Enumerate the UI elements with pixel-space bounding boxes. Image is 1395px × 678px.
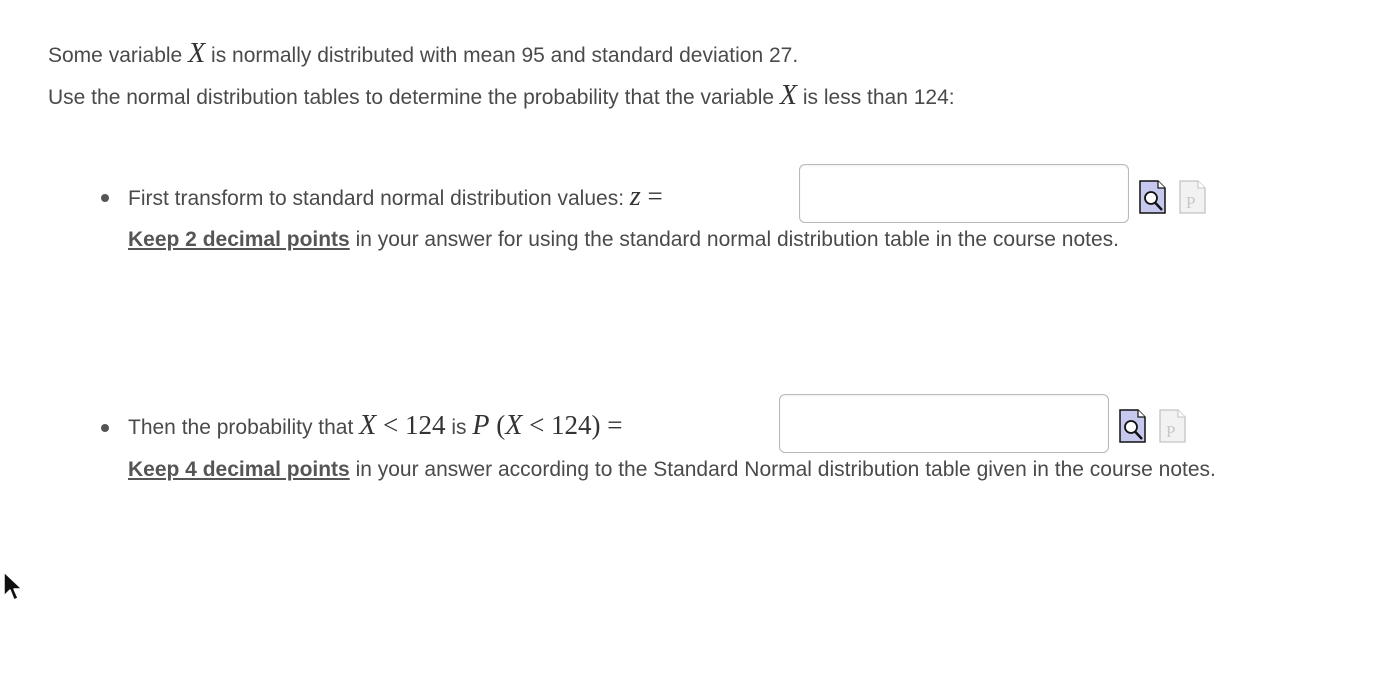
previous-answer-icon[interactable] [1179, 180, 1206, 214]
equals-sign: = [640, 181, 663, 211]
bullet [101, 194, 109, 202]
problem-statement-line-2 [48, 82, 955, 110]
var-x: X [188, 38, 206, 69]
problem-statement-line-1 [48, 40, 798, 68]
bullet [101, 424, 109, 432]
keep-4-decimal-note: Keep 4 decimal points [128, 458, 350, 481]
preview-magnifier-icon[interactable] [1139, 180, 1166, 214]
var-x: X [505, 410, 523, 441]
var-x: X [779, 80, 798, 111]
preview-magnifier-icon[interactable] [1119, 409, 1146, 443]
probability-answer-input[interactable] [779, 394, 1109, 453]
svg-text:P: P [1166, 422, 1176, 441]
prob-inequality: < 124) = [522, 410, 623, 440]
z-answer-input[interactable] [799, 164, 1129, 223]
question-1-note [128, 226, 1119, 254]
keep-2-decimal-note: Keep 2 decimal points [128, 228, 350, 251]
var-x: X [359, 410, 377, 441]
condition-inequality: < 124 [376, 410, 446, 440]
paren-open: ( [489, 410, 506, 440]
question-2-note [128, 456, 1216, 484]
svg-text:P: P [1186, 193, 1196, 212]
var-z: z [629, 181, 641, 212]
previous-answer-icon[interactable] [1159, 409, 1186, 443]
q2-note-text: in your answer according to the Standard Normal distribution table given in the course notes. [349, 458, 1216, 481]
mouse-cursor-icon [2, 570, 24, 604]
question-2-prompt [128, 411, 623, 439]
intro-text-1b: is normally distributed with mean 95 and standard deviation 27. [205, 44, 799, 67]
intro-text-2a: Use the normal distribution tables to determine the probability that the variable [48, 86, 780, 109]
is-word: is [445, 416, 473, 439]
q1-note-text: in your answer for using the standard normal distribution table in the course notes. [349, 228, 1119, 251]
intro-text-2b: is less than 124: [797, 86, 955, 109]
prob-p: P [472, 410, 490, 441]
q1-prompt-text: First transform to standard normal distribution values: [128, 187, 630, 210]
question-1-prompt [128, 182, 663, 210]
intro-text-1a: Some variable [48, 44, 189, 67]
q2-prompt-text: Then the probability that [128, 416, 360, 439]
